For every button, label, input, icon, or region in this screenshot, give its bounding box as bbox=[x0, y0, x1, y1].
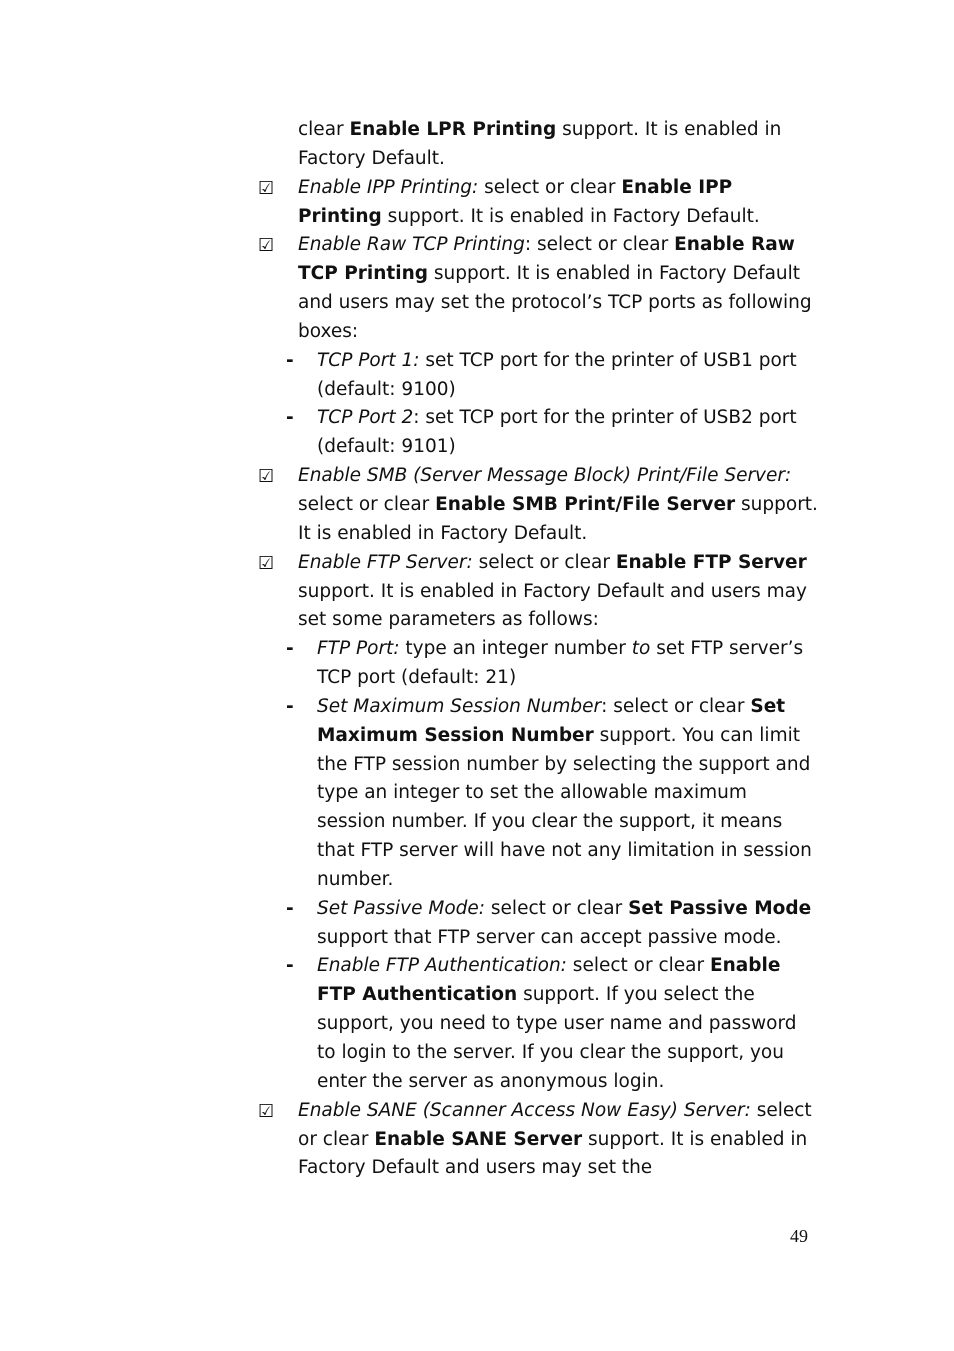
bold-term: Enable IPP Printing bbox=[298, 176, 733, 227]
checkbox-checked-icon: ☑ bbox=[258, 552, 275, 574]
italic-term: Enable SMB (Server Message Block) Print/File Server: bbox=[298, 465, 792, 487]
italic-term: Set Maximum Session Number bbox=[317, 695, 602, 717]
italic-term: Enable FTP Authentication: bbox=[317, 955, 567, 977]
bold-term: Enable Raw TCP Printing bbox=[298, 234, 795, 285]
checklist-item bbox=[258, 231, 818, 346]
italic-term: Enable SANE (Scanner Access Now Easy) Server: bbox=[298, 1099, 751, 1121]
page-content bbox=[258, 116, 818, 1183]
text-run: : set TCP port for the printer of USB2 port (default: 9101) bbox=[317, 407, 797, 458]
text-run: set TCP port for the printer of USB1 port (default: 9100) bbox=[317, 349, 797, 400]
dash-bullet: - bbox=[286, 638, 294, 660]
dash-bullet: - bbox=[286, 897, 294, 919]
dash-bullet: - bbox=[286, 407, 294, 429]
bold-term: Enable LPR Printing bbox=[349, 119, 557, 140]
bold-term: Enable SANE Server bbox=[374, 1128, 583, 1150]
text-run: support. It is enabled in Factory Default and users may set the bbox=[298, 1128, 808, 1179]
checkbox-checked-icon: ☑ bbox=[258, 466, 275, 488]
text-run: support. If you select the support, you need to type user name and password to login to the server. If you clear the support, you enter the server as anonymous login. bbox=[317, 984, 797, 1092]
dash-bullet: - bbox=[286, 955, 294, 977]
text-run: support that FTP server can accept passive mode. bbox=[317, 926, 782, 948]
text-run: : select or clear bbox=[524, 234, 675, 256]
italic-term: Enable IPP Printing: bbox=[298, 176, 479, 198]
text-run: support. You can limit the FTP session number by selecting the support and type an integer to set the allowable maximum session number. If you clear the support, it means that FTP server will have not any limitation in session number. bbox=[317, 724, 812, 890]
sub-list-item bbox=[286, 693, 818, 895]
text-run: support. It is enabled in Factory Default. bbox=[381, 205, 760, 227]
checkbox-checked-icon: ☑ bbox=[258, 1100, 275, 1122]
italic-term: TCP Port 2 bbox=[317, 407, 414, 429]
checkbox-checked-icon: ☑ bbox=[258, 235, 275, 257]
italic-term: TCP Port 1: bbox=[317, 349, 420, 371]
sub-list-item bbox=[286, 635, 818, 693]
text-run: select or clear bbox=[566, 955, 710, 977]
checklist-item bbox=[258, 1097, 818, 1184]
text-run: set FTP server’s TCP port (default: 21) bbox=[317, 638, 804, 689]
bold-term: Set Maximum Session Number bbox=[317, 695, 786, 746]
italic-term: Enable Raw TCP Printing bbox=[298, 234, 525, 256]
text-run: support. It is enabled in Factory Default and users may set some parameters as follows: bbox=[298, 580, 807, 631]
italic-term: FTP Port: bbox=[317, 638, 400, 660]
checkbox-checked-icon: ☑ bbox=[258, 177, 275, 199]
text-run: type an integer number bbox=[399, 638, 632, 660]
bold-term: Enable FTP Authentication bbox=[317, 955, 781, 1006]
italic-term: Enable FTP Server: bbox=[298, 551, 473, 573]
bold-term: Enable SMB Print/File Server bbox=[435, 493, 736, 515]
text-run: select or clear bbox=[298, 493, 436, 515]
sub-list-item bbox=[286, 347, 818, 405]
sub-list-item bbox=[286, 404, 818, 462]
bold-term: Enable FTP Server bbox=[615, 551, 807, 573]
text-run: select or clear bbox=[478, 176, 622, 198]
dash-bullet: - bbox=[286, 349, 294, 371]
text-run: : select or clear bbox=[601, 695, 751, 717]
paragraph bbox=[298, 116, 818, 174]
bold-term: Set Passive Mode bbox=[628, 897, 812, 919]
page-number: 49 bbox=[790, 1226, 808, 1246]
sub-list-item bbox=[286, 895, 818, 953]
sub-list-item bbox=[286, 952, 818, 1096]
italic-term: Set Passive Mode: bbox=[317, 897, 486, 919]
checklist-item bbox=[258, 549, 818, 636]
text-run: select or clear bbox=[485, 897, 629, 919]
text-run: clear bbox=[298, 119, 350, 140]
checklist-item bbox=[258, 462, 818, 549]
text-run: select or clear bbox=[472, 551, 616, 573]
text-run: support. It is enabled in Factory Default. bbox=[298, 493, 818, 544]
text-run: support. It is enabled in Factory Default. bbox=[298, 119, 782, 169]
text-run: support. It is enabled in Factory Default and users may set the protocol’s TCP ports as following boxes: bbox=[298, 263, 812, 342]
italic-term: to bbox=[631, 638, 651, 660]
dash-bullet: - bbox=[286, 695, 294, 717]
checklist-item bbox=[258, 174, 818, 232]
text-run: select or clear bbox=[298, 1099, 812, 1150]
